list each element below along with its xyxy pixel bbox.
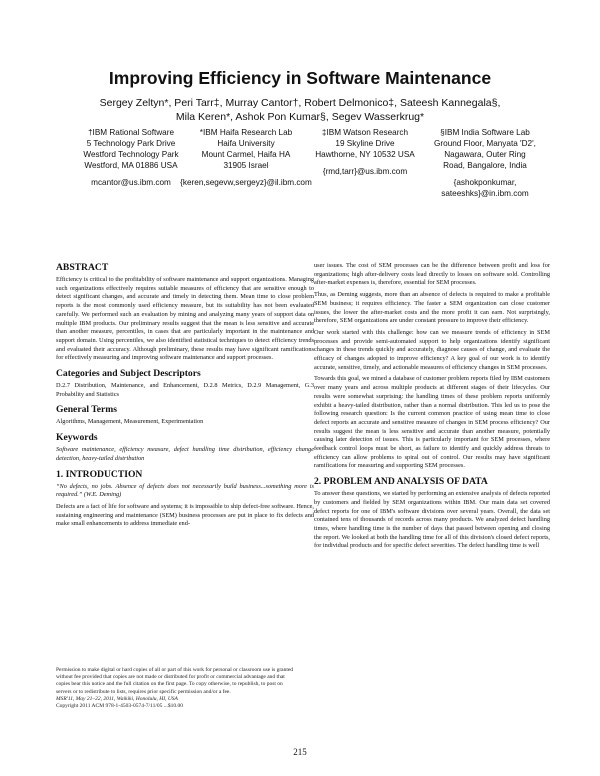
affiliation-line: †IBM Rational Software (87, 128, 174, 137)
introduction-heading: 1. INTRODUCTION (56, 468, 143, 480)
affiliation-line: *IBM Haifa Research Lab (199, 128, 293, 137)
deming-quote: “No defects, no jobs. Absence of defects does not necessarily build business...something more is required.” (W.E. Deming) (56, 482, 314, 499)
page-number: 215 (293, 747, 307, 757)
categories-heading: Categories and Subject Descriptors (56, 368, 201, 380)
keywords-text: Software maintenance, efficiency measure, defect handling time distribution, efficiency change detection, heavy-tailed distribution (56, 446, 314, 462)
author-line-1: Sergey Zeltyn*, Peri Tarr‡, Murray Cantor†, Robert Delmonico‡, Sateesh Kannegala§, (99, 97, 501, 109)
paper-title: Improving Efficiency in Software Maintenance (108, 68, 492, 88)
copyright-line: Copyright 2011 ACM 978-1-4503-0574-7/11/05 ...$10.00 (56, 703, 184, 710)
abstract-text: Efficiency is critical to the profitability of software maintenance and support organizations. Managing such organizations effectively requires suitable measures of efficiency that are sensitive enough to detect significant changes, and accurate and timely in detecting them. Mean time to close problem reports is the most commonly used efficiency measure, but its suitability has not been evaluated carefully. We performed such an evaluation by mining and analyzing many years of support data on multiple IBM products. Our preliminary results suggest that the mean is less sensitive and accurate than another measure, percentiles, in cases that are particularly important in the maintenance and support domain. Using percentiles, we also identified statistical techniques to detect efficiency trends and evaluated their accuracy. Although preliminary, these results may have significant ramifications for effectively measuring and improving software maintenance and support processes. (56, 276, 314, 362)
affiliation-line: Road, Bangalore, India (443, 161, 527, 170)
permission-notice: Permission to make digital or hard copies of all or part of this work for personal or classroom use is granted without fee provided that copies are not made or distributed for profit or commercial advantage and that copies bear this notice and the full citation on the first page. To copy otherwise, to republish, to post on servers or to redistribute to lists, requires prior specific permission and/or a fee. (56, 667, 294, 695)
affiliation-email: mcantor@us.ibm.com (91, 178, 171, 187)
body-paragraph: user issues. The cost of SEM processes can be the difference between profit and loss for organizations; high after-delivery costs lead directly to losses on software sold. Controlling after-market expenses is, therefore, essential for SEM processes. (314, 262, 550, 287)
affiliation-line: Haifa University (217, 139, 275, 148)
copyright-footnote (56, 667, 294, 710)
affiliation-line: 5 Technology Park Drive (86, 139, 176, 148)
affiliation-email: {ashokponkumar, sateeshks}@in.ibm.com (441, 178, 529, 198)
affiliation-email: {rmd,tarr}@us.ibm.com (322, 167, 408, 176)
affiliation-line: Nagawara, Outer Ring (444, 150, 526, 159)
general-terms-text: Algorithms, Management, Measurement, Experimentation (56, 418, 204, 426)
section-2-heading: 2. PROBLEM AND ANALYSIS OF DATA (314, 476, 488, 488)
body-paragraph: Our work started with this challenge: how can we measure trends of efficiency in SEM processes and provide semi-automated support to help organizations identify significant changes in these trends quickly and accurately, diagnose causes of change, and evaluate the efficacy of changes adopted to improve efficiency? A key goal of our work is to identify accurate, sensitive, timely, and actionable measures of efficiency changes in SEM processes. (314, 328, 550, 371)
affiliation-line: Mount Carmel, Haifa HA (201, 150, 291, 159)
affiliation-line: ‡IBM Watson Research (321, 128, 409, 137)
keywords-heading: Keywords (56, 432, 98, 444)
affiliation-line: 19 Skyline Drive (335, 139, 395, 148)
affiliation-india (410, 127, 560, 199)
body-paragraph: Thus, as Deming suggests, more than an absence of defects is required to make a profitable SEM business; it requires efficiency. The faster a SEM organization can close customer issues, the lower the after-market costs and the more profit it can earn. Not surprisingly, therefore, SEM organizations are under constant pressure to improve their efficiency. (314, 291, 550, 325)
affiliation-line: Hawthorne, NY 10532 USA (315, 150, 415, 159)
body-paragraph: To answer these questions, we started by performing an extensive analysis of defects reported by customers and fielded by SEM organizations within IBM. Our main data set covered defect reports for one of IBM's software divisions over several years. Overall, the data set contained tens of thousands of records across many products. We analyzed defect handling times, where handling time is the number of days that passed between opening and closing the report. We looked at both the handling time for all of this division's closed defect reports, for individual products and for specific defect severities. The defect handling time is well (314, 490, 550, 550)
affiliation-line: Westford, MA 01886 USA (84, 161, 178, 170)
affiliation-line: Westford Technology Park (83, 150, 179, 159)
categories-text: D.2.7 Distribution, Maintenance, and Enhancement, D.2.8 Metrics, D.2.9 Management, G.3 Probability and Statistics (56, 382, 314, 398)
affiliation-line: 31905 Israel (223, 161, 269, 170)
author-line-2: Mila Keren*, Ashok Pon Kumar§, Segev Wasserkrug* (175, 111, 425, 123)
general-terms-heading: General Terms (56, 404, 118, 416)
author-list (20, 96, 580, 124)
right-column (314, 262, 550, 554)
affiliation-email: {keren,segevw,sergeyz}@il.ibm.com (180, 178, 312, 187)
affiliation-line: Ground Floor, Manyata 'D2', (434, 139, 536, 148)
body-paragraph: Towards this goal, we mined a database of customer problem reports filed by IBM customers over many years and across multiple products at different stages of their lifecycles. Our results were somewhat surprising: the handling times of these problem reports uniformly exhibit a heavy-tailed distribution, rather than a normal distribution. This led us to pose the following research question: Is the current common practice of using mean time to close defect reports an accurate and sensitive measure of changes in SEM process efficiency? Our results suggest the mean is less sensitive and accurate than another measure, potentially causing later detection of issues. This is particularly important for SEM processes, where feedback control loops must be short, as failure to identify and quickly address threats to efficiency can allow problems to spiral out of control. Our results may have significant ramifications for measuring and supporting SEM processes. (314, 375, 550, 470)
venue-line: MSR'11, May 21–22, 2011, Waikiki, Honolulu, HI, USA (56, 695, 178, 702)
introduction-paragraph: Defects are a fact of life for software and systems; it is impossible to ship defect-free software. Hence, sustaining engineering and maintenance (SEM) business processes are put in place to fix defects and make small enhancements to address immediate end- (56, 502, 314, 528)
left-column (56, 262, 314, 532)
affiliation-line: §IBM India Software Lab (440, 128, 530, 137)
abstract-heading: ABSTRACT (56, 262, 109, 273)
